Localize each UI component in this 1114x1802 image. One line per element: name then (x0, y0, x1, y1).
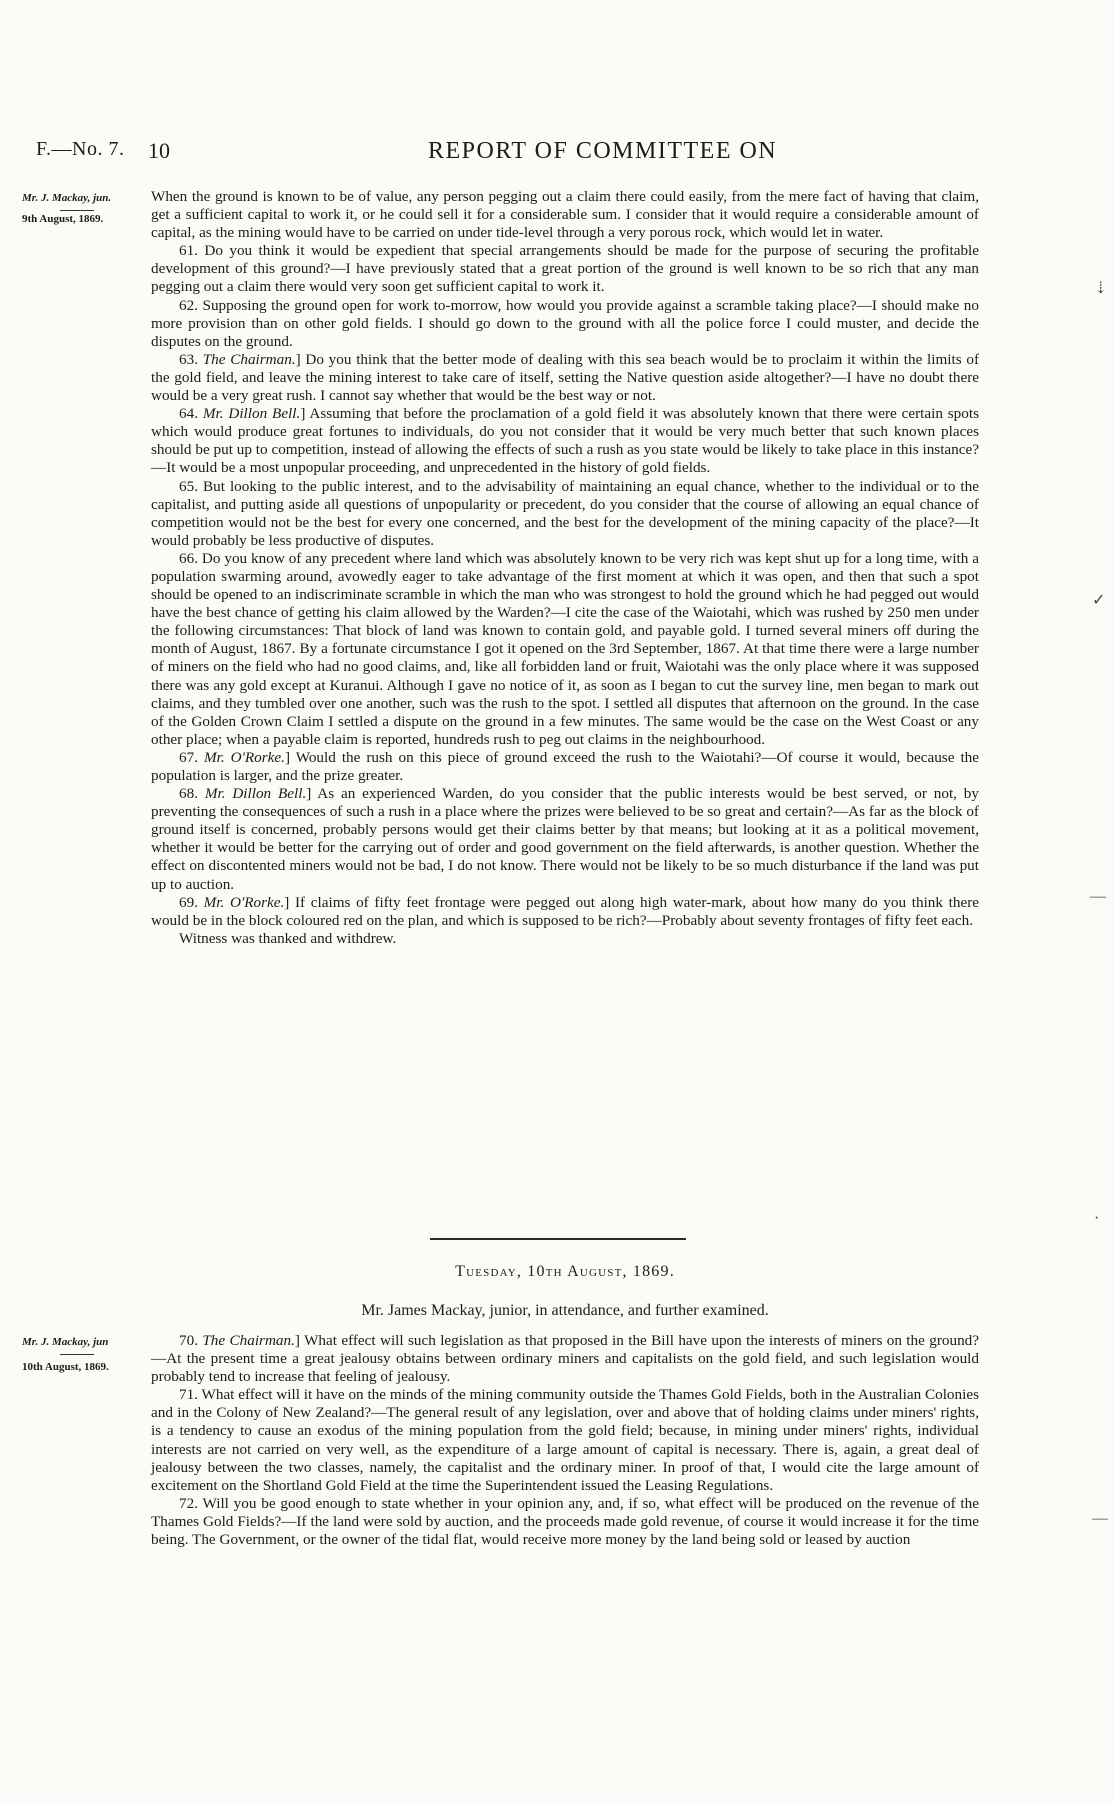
question-text: ] What effect will such legislation as that proposed in the Bill have upon the interests of miners on the ground?—At the present time a great jealousy obtains between ordinary miners and capitalists on the gold field, and such legislation would probably tend to increase that feeling of jealousy. (151, 1332, 979, 1386)
question-69 (151, 894, 979, 930)
question-61: 61. Do you think it would be expedient that special arrangements should be made for the purpose of securing the profitable development of this ground?—I have previously stated that a great portion of the ground is well known to be so rich that any man pegging out a claim there would very soon get sufficient capital to work it. (151, 242, 979, 296)
margin-mark-icon: — (1092, 1510, 1108, 1527)
margin-mark-icon: · (1094, 1210, 1100, 1227)
margin-mark-icon: ⇣ (1094, 280, 1108, 297)
attendance-line: Mr. James Mackay, junior, in attendance, and further examined. (361, 1302, 769, 1319)
question-text: ] If claims of fifty feet frontage were pegged out along high water-mark, about how many do you think there would be in the block coloured red on the plan, and which is supposed to be rich?—Probably about seventy frontages of fifty feet each. (151, 893, 980, 929)
question-number: 69. (179, 893, 198, 911)
question-70 (151, 1332, 979, 1386)
margin-date: 10th August, 1869. (22, 1360, 109, 1373)
question-68 (151, 785, 979, 894)
question-number: 70. (179, 1332, 198, 1349)
question-66: 66. Do you know of any precedent where land which was absolutely known to be very rich was kept shut up for a long time, with a population swarming around, avowedly eager to take advantage of the first moment at which it was open, and then that such a spot should be opened to an indiscriminate scramble in which the man who was strongest to hold the ground which he had pegged out would have the best chance of getting his claim allowed by the Warden?—I cite the case of the Waiotahi, which was rushed by 250 men under the following circumstances: That block of land was known to contain gold, and payable gold. I turned several miners off during the month of August, 1867. By a fortunate circumstance I got it opened on the 3rd September, 1867. At that time there were a large number of miners on the field who had no good claims, and, like all forbidden land or fruit, Waiotahi was the only place where it was supposed there was any gold except at Kuranui. Although I gave no notice of it, as soon as I began to cut the survey line, men began to mark out claims, and they tumbled over one another, such was the rush to the spot. I settled all disputes that afternoon on the ground. In the case of the Golden Crown Claim I settled a dispute on the ground in a few minutes. The same would be the case on the West Coast or any other place; when a payable claim is reported, hundreds rush to peg out claims in the neighbourhood. (151, 549, 979, 748)
question-63 (151, 351, 979, 405)
margin-rule (60, 1354, 94, 1355)
page-header (36, 136, 1076, 166)
question-number: 68. (179, 785, 198, 803)
margin-witness-name: Mr. J. Mackay, jun. (22, 192, 112, 204)
question-text: ] Assuming that before the proclamation of a gold field it was absolutely known that there were certain spots which would produce great fortunes to individuals, do you not consider that it would be very much better that such known places should be put up to competition, instead of allowing the effects of such a rush as you state would be likely to take place in this instance?—It would be a most unpopular proceeding, and unprecedented in the history of gold fields. (151, 405, 980, 477)
question-text: ] Would the rush on this piece of ground exceed the rush to the Waiotahi?—Of course it would, because the population is larger, and the prize greater. (151, 748, 980, 784)
running-title: REPORT OF COMMITTEE ON (428, 138, 778, 164)
speaker: Mr. O'Rorke. (203, 748, 285, 766)
speaker: The Chairman. (202, 350, 296, 368)
margin-note-witness-2 (22, 1336, 140, 1375)
margin-mark-icon: ✓ (1092, 592, 1106, 609)
question-text: ] As an experienced Warden, do you consider that the public interests would be best served, or not, by preventing the consequences of such a rush in a place where the prizes were believed to be so great and certain?—As far as the block of ground itself is concerned, probably persons would get their claims better by that means; but looking at it as a political movement, whether it would be better for the carrying out of order and good government on the field afterwards, is another question. Whether the effect on discontented miners would not be bad, I do not know. There would not be likely to be so much disturbance if the land was put up to auction. (151, 785, 979, 893)
question-number: 67. (179, 748, 198, 766)
session-date-heading: Tuesday, 10th August, 1869. (455, 1263, 675, 1280)
margin-mark-icon: — (1090, 888, 1106, 905)
page-number: 10 (148, 138, 170, 163)
margin-note-witness-1 (22, 192, 140, 227)
speaker: The Chairman. (202, 1332, 295, 1349)
question-number: 63. (179, 350, 198, 368)
testimony-section-1 (151, 188, 979, 948)
margin-date: 9th August, 1869. (22, 212, 104, 225)
question-71: 71. What effect will it have on the minds of the mining community outside the Thames Gold Fields, both in the Australian Colonies and in the Colony of New Zealand?—The general result of any legislation, over and above that of holding claims under miners' rights, is a tendency to cause an exodus of the mining population from the gold field; because, in mining under miners' rights, individual interests are not carried on very well, as the expenditure of a large amount of capital is necessary. There is, again, a great deal of jealousy between the two classes, namely, the capitalist and the ordinary miner. In proof of that, I would cite the large amount of excitement on the Shortland Gold Field at the time the Superintendent issued the Leasing Regulations. (151, 1386, 979, 1494)
question-text: ] Do you think that the better mode of dealing with this sea beach would be to proclaim it within the limits of the gold field, and leave the mining interest to take care of itself, setting the Native question aside altogether?—I have no doubt there would be a very great rush. I cannot say whether that would be the best way or not. (151, 350, 980, 405)
speaker: Mr. O'Rorke. (203, 893, 285, 911)
speaker: Mr. Dillon Bell. (204, 785, 307, 803)
speaker: Mr. Dillon Bell. (202, 405, 301, 423)
section-divider (430, 1238, 686, 1240)
closing-line: Witness was thanked and withdrew. (179, 929, 397, 947)
testimony-section-2 (151, 1332, 979, 1549)
margin-rule (60, 210, 94, 211)
document-reference: F.—No. 7. (36, 138, 125, 160)
paragraph: When the ground is known to be of value, any person pegging out a claim there could easily, from the mere fact of having that claim, get a sufficient capital to work it, or he could sell it for a considerable sum. I consider that it would require a considerable amount of capital, as the mining would have to be carried on under tide-level through a very porous rock, which would let in water. (151, 188, 979, 242)
question-number: 64. (179, 405, 198, 423)
question-64 (151, 405, 979, 477)
question-65: 65. But looking to the public interest, and to the advisability of maintaining an equal chance, whether to the individual or to the capitalist, and putting aside all questions of unpopularity or precedent, do you consider that the course of allowing an equal chance of competition would not be the best for every one concerned, and the best for the development of the mining capacity of the place?—It would probably be less productive of disputes. (151, 477, 979, 549)
margin-witness-name: Mr. J. Mackay, jun (22, 1336, 109, 1348)
question-67 (151, 749, 979, 785)
question-62: 62. Supposing the ground open for work to-morrow, how would you provide against a scramble taking place?—I should make no more provision than on other gold fields. I should go down to the ground with all the police force I could muster, and decide the disputes on the ground. (151, 296, 979, 350)
question-72: 72. Will you be good enough to state whether in your opinion any, and, if so, what effect will be produced on the revenue of the Thames Gold Fields?—If the land were sold by auction, and the proceeds made gold revenue, of course it would increase it for the time being. The Government, or the owner of the tidal flat, would receive more money by the land being sold or leased by auction (151, 1494, 979, 1549)
